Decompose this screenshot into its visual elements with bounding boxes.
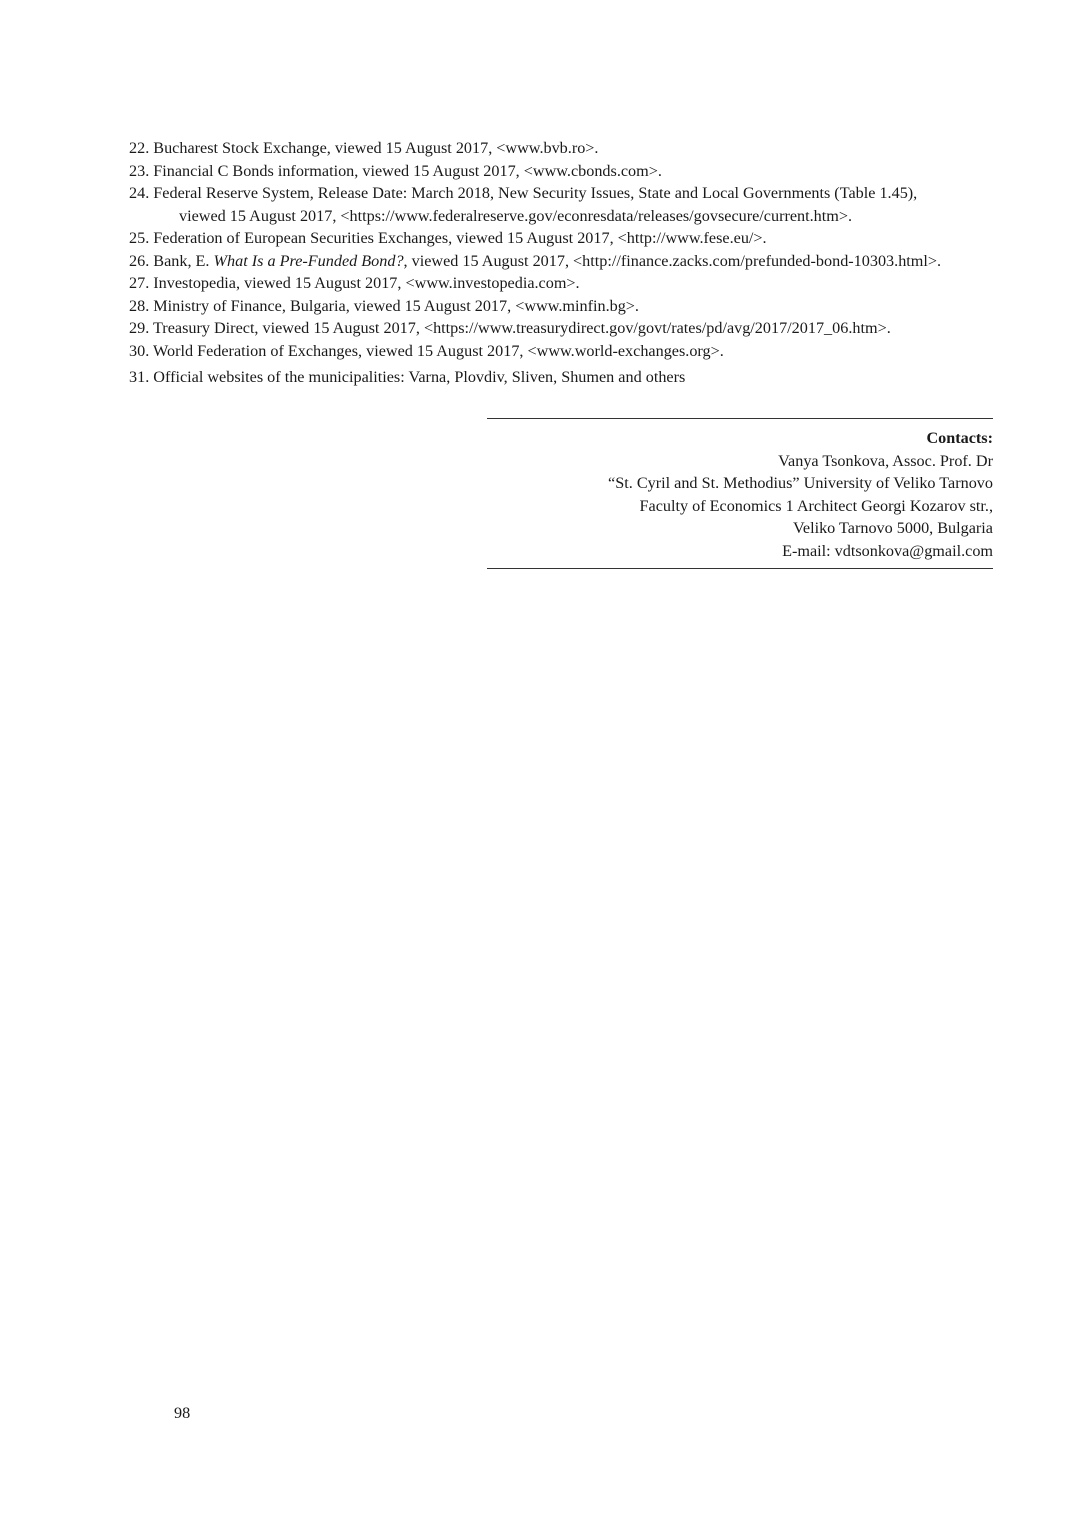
reference-text: 27. Investopedia, viewed 15 August 2017, <www.investopedia.com>.	[129, 274, 580, 292]
reference-continuation: viewed 15 August 2017, <https://www.federalreserve.gov/econresdata/releases/govsecure/current.htm>.	[179, 206, 853, 225]
reference-item-23	[129, 160, 999, 183]
contacts-heading: Contacts:	[926, 429, 993, 447]
reference-item-22	[129, 137, 999, 160]
reference-suffix: , viewed 15 August 2017, <http://finance.zacks.com/prefunded-bond-10303.html>.	[403, 251, 942, 270]
reference-text: 31. Official websites of the municipalities: Varna, Plovdiv, Sliven, Shumen and others	[129, 368, 686, 386]
reference-item-26	[129, 250, 999, 273]
reference-text: 23. Financial C Bonds information, viewed 15 August 2017, <www.cbonds.com>.	[129, 161, 662, 180]
reference-item-27	[129, 272, 999, 295]
reference-title-italic: What Is a Pre-Funded Bond?	[213, 251, 404, 270]
contact-email: E-mail: vdtsonkova@gmail.com	[782, 541, 993, 560]
reference-text: 24. Federal Reserve System, Release Date: March 2018, New Security Issues, State and Local Governments (Table 1.45),	[129, 184, 918, 202]
reference-prefix: 26. Bank, E.	[129, 251, 214, 270]
reference-text: 25. Federation of European Securities Exchanges, viewed 15 August 2017, <http://www.fese.eu/>.	[129, 229, 767, 247]
reference-item-24	[129, 182, 999, 227]
reference-text: 28. Ministry of Finance, Bulgaria, viewed 15 August 2017, <www.minfin.bg>.	[129, 296, 639, 315]
contact-university: “St. Cyril and St. Methodius” University of Veliko Tarnovo	[608, 474, 993, 492]
reference-item-25	[129, 227, 999, 250]
reference-text: 22. Bucharest Stock Exchange, viewed 15 August 2017, <www.bvb.ro>.	[129, 139, 599, 157]
contact-faculty: Faculty of Economics 1 Architect Georgi Kozarov str.,	[639, 496, 993, 515]
reference-item-28	[129, 295, 999, 318]
reference-text: 30. World Federation of Exchanges, viewed 15 August 2017, <www.world-exchanges.org>.	[129, 341, 724, 360]
reference-item-29	[129, 317, 999, 340]
reference-list	[129, 137, 999, 389]
reference-text: 29. Treasury Direct, viewed 15 August 2017, <https://www.treasurydirect.gov/govt/rates/pd/avg/2017/2017_06.htm>.	[129, 319, 891, 337]
reference-item-31	[129, 366, 999, 389]
page-number: 98	[174, 1404, 191, 1422]
contact-name: Vanya Tsonkova, Assoc. Prof. Dr	[778, 451, 993, 470]
reference-item-30	[129, 340, 999, 363]
contact-city: Veliko Tarnovo 5000, Bulgaria	[793, 519, 993, 537]
contacts-block	[487, 418, 993, 569]
